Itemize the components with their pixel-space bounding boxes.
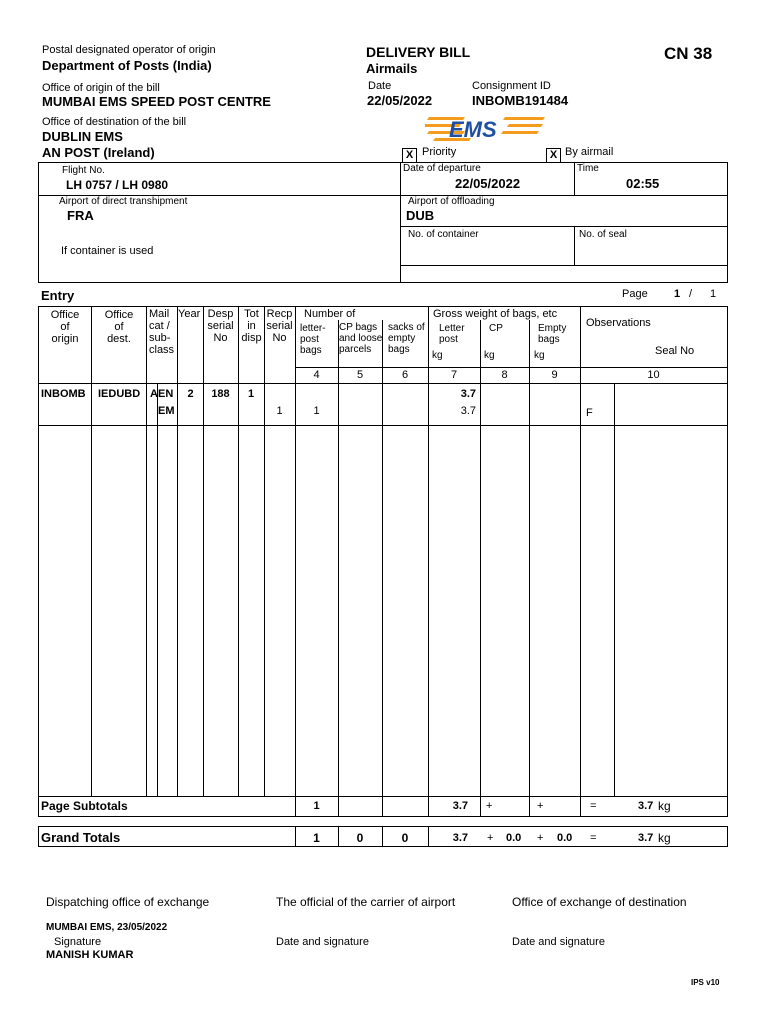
grand-sacks: 0 bbox=[401, 831, 409, 845]
header-sacks-empty: sacks of empty bags bbox=[388, 322, 425, 355]
page-label: Page bbox=[622, 288, 648, 300]
row2-recp: 1 bbox=[276, 405, 283, 417]
header-cp-bags: CP bags and loose parcels bbox=[339, 322, 383, 355]
destination-date-signature-label: Date and signature bbox=[512, 936, 605, 948]
col-number-6: 6 bbox=[401, 369, 409, 381]
transhipment-airport: FRA bbox=[67, 208, 94, 223]
col-number-4: 4 bbox=[313, 369, 320, 381]
header-recp-serial: Recp serial No bbox=[266, 308, 293, 344]
header-seal-no: Seal No bbox=[655, 345, 695, 357]
priority-label: Priority bbox=[422, 146, 457, 158]
ems-logo bbox=[425, 114, 547, 144]
ems-logo-text: EMS bbox=[449, 117, 497, 142]
grand-weight-letter: 3.7 bbox=[452, 832, 468, 844]
grand-plus2: + bbox=[537, 832, 544, 844]
consignment-label: Consignment ID bbox=[472, 80, 551, 92]
time-label: Time bbox=[577, 163, 599, 174]
destination-office-line2: AN POST (Ireland) bbox=[42, 145, 155, 160]
grand-unit: kg bbox=[658, 831, 671, 845]
subtotals-letter: 1 bbox=[313, 800, 320, 812]
subtotals-unit: kg bbox=[658, 799, 671, 813]
row2-letter: 1 bbox=[313, 405, 320, 417]
flight-box-top bbox=[38, 162, 728, 163]
departure-time: 02:55 bbox=[626, 176, 660, 191]
form-code: CN 38 bbox=[664, 44, 713, 63]
flight-box-seal-sep bbox=[574, 226, 575, 266]
dispatch-office-date: MUMBAI EMS, 23/05/2022 bbox=[46, 922, 168, 933]
row1-dest: IEDUBD bbox=[98, 388, 141, 400]
row2-weight-letter: 3.7 bbox=[460, 405, 476, 417]
kg-label-letter: kg bbox=[432, 350, 443, 361]
col-number-7: 7 bbox=[450, 369, 458, 381]
header-mail-cat: Mail cat / sub- class bbox=[149, 308, 175, 356]
priority-checkbox[interactable]: X bbox=[402, 148, 417, 163]
flight-no-label: Flight No. bbox=[62, 165, 105, 176]
grand-cp: 0 bbox=[356, 831, 364, 845]
subtotals-equals: = bbox=[590, 800, 597, 812]
page-current: 1 bbox=[674, 288, 681, 300]
airmail-label: By airmail bbox=[565, 146, 614, 158]
operator-name: Department of Posts (India) bbox=[42, 58, 212, 73]
header-office-origin: Office of origin bbox=[50, 309, 80, 345]
container-used-label: If container is used bbox=[61, 245, 154, 257]
entry-title: Entry bbox=[41, 288, 75, 303]
bill-date: 22/05/2022 bbox=[367, 93, 433, 108]
destination-exchange-label: Office of exchange of destination bbox=[512, 895, 687, 909]
signer-name: MANISH KUMAR bbox=[46, 949, 134, 961]
col-number-5: 5 bbox=[356, 369, 364, 381]
departure-date-label: Date of departure bbox=[403, 163, 481, 174]
dispatching-office-label: Dispatching office of exchange bbox=[46, 895, 210, 909]
header-number-of: Number of bbox=[304, 308, 356, 320]
container-no-label: No. of container bbox=[408, 229, 479, 240]
document-subtitle: Airmails bbox=[366, 61, 418, 76]
destination-office-label: Office of destination of the bill bbox=[42, 116, 187, 128]
header-desp-serial: Desp serial No bbox=[207, 308, 234, 344]
row1-weight-letter: 3.7 bbox=[460, 388, 476, 400]
departure-date: 22/05/2022 bbox=[455, 176, 521, 191]
row1-sub: EN bbox=[158, 388, 174, 400]
col-number-9: 9 bbox=[551, 369, 558, 381]
origin-office-label: Office of origin of the bill bbox=[42, 82, 160, 94]
row1-tot: 1 bbox=[247, 388, 255, 400]
flight-box-left bbox=[38, 162, 39, 283]
subtotals-total: 3.7 bbox=[638, 800, 654, 812]
subtotals-plus2: + bbox=[537, 800, 544, 812]
row2-observation: F bbox=[586, 407, 593, 419]
header-gross-weight: Gross weight of bags, etc bbox=[433, 308, 558, 320]
header-cp-weight: CP bbox=[489, 323, 503, 334]
col-number-8: 8 bbox=[501, 369, 508, 381]
flight-box-time-sep bbox=[574, 162, 575, 196]
header-letter-post: letter- post bags bbox=[300, 323, 326, 356]
grand-weight-cp: 0.0 bbox=[506, 832, 522, 844]
header-year: Year bbox=[178, 308, 201, 320]
airmail-checkbox[interactable]: X bbox=[546, 148, 561, 163]
flight-box-bottom bbox=[38, 282, 728, 283]
grand-weight-empty: 0.0 bbox=[557, 832, 573, 844]
row1-serial: 188 bbox=[211, 388, 230, 400]
header-office-dest: Office of dest. bbox=[104, 309, 134, 345]
carrier-date-signature-label: Date and signature bbox=[276, 936, 369, 948]
subtotals-label: Page Subtotals bbox=[41, 799, 128, 813]
carrier-official-label: The official of the carrier of airport bbox=[276, 895, 456, 909]
flight-box-row3 bbox=[400, 265, 728, 266]
page-total: 1 bbox=[710, 288, 717, 300]
document-title: DELIVERY BILL bbox=[366, 44, 471, 60]
grand-totals-label: Grand Totals bbox=[41, 830, 121, 845]
operator-label: Postal designated operator of origin bbox=[42, 44, 216, 56]
offloading-label: Airport of offloading bbox=[408, 196, 495, 207]
grand-plus1: + bbox=[487, 832, 494, 844]
row1-year: 2 bbox=[187, 388, 194, 400]
consignment-id: INBOMB191484 bbox=[472, 93, 569, 108]
header-observations: Observations bbox=[586, 317, 651, 329]
page-separator: / bbox=[689, 288, 693, 300]
kg-label-empty: kg bbox=[534, 350, 545, 361]
grand-letter: 1 bbox=[313, 831, 320, 845]
flight-no: LH 0757 / LH 0980 bbox=[66, 178, 169, 192]
grand-total: 3.7 bbox=[638, 832, 654, 844]
row2-sub: EM bbox=[158, 405, 175, 417]
signature-label: Signature bbox=[54, 936, 102, 948]
offloading-airport: DUB bbox=[406, 208, 435, 223]
seal-no-label: No. of seal bbox=[579, 229, 627, 240]
header-empty-bags-weight: Empty bags bbox=[538, 323, 567, 345]
date-label: Date bbox=[368, 80, 392, 92]
transhipment-label: Airport of direct transhipment bbox=[59, 196, 188, 207]
header-tot-disp: Tot in disp bbox=[241, 308, 262, 344]
grand-equals: = bbox=[590, 832, 597, 844]
col-number-10: 10 bbox=[647, 369, 660, 381]
form-version: IPS v10 bbox=[691, 978, 720, 987]
flight-box-row2 bbox=[400, 226, 728, 227]
subtotals-plus1: + bbox=[486, 800, 493, 812]
subtotals-weight-letter: 3.7 bbox=[452, 800, 468, 812]
origin-office: MUMBAI EMS SPEED POST CENTRE bbox=[42, 94, 271, 109]
destination-office-line1: DUBLIN EMS bbox=[42, 129, 123, 144]
row1-cat: A bbox=[150, 388, 158, 400]
kg-label-cp: kg bbox=[484, 350, 495, 361]
header-letter-post-weight: Letter post bbox=[439, 323, 465, 345]
row1-origin: INBOMB bbox=[41, 388, 86, 400]
